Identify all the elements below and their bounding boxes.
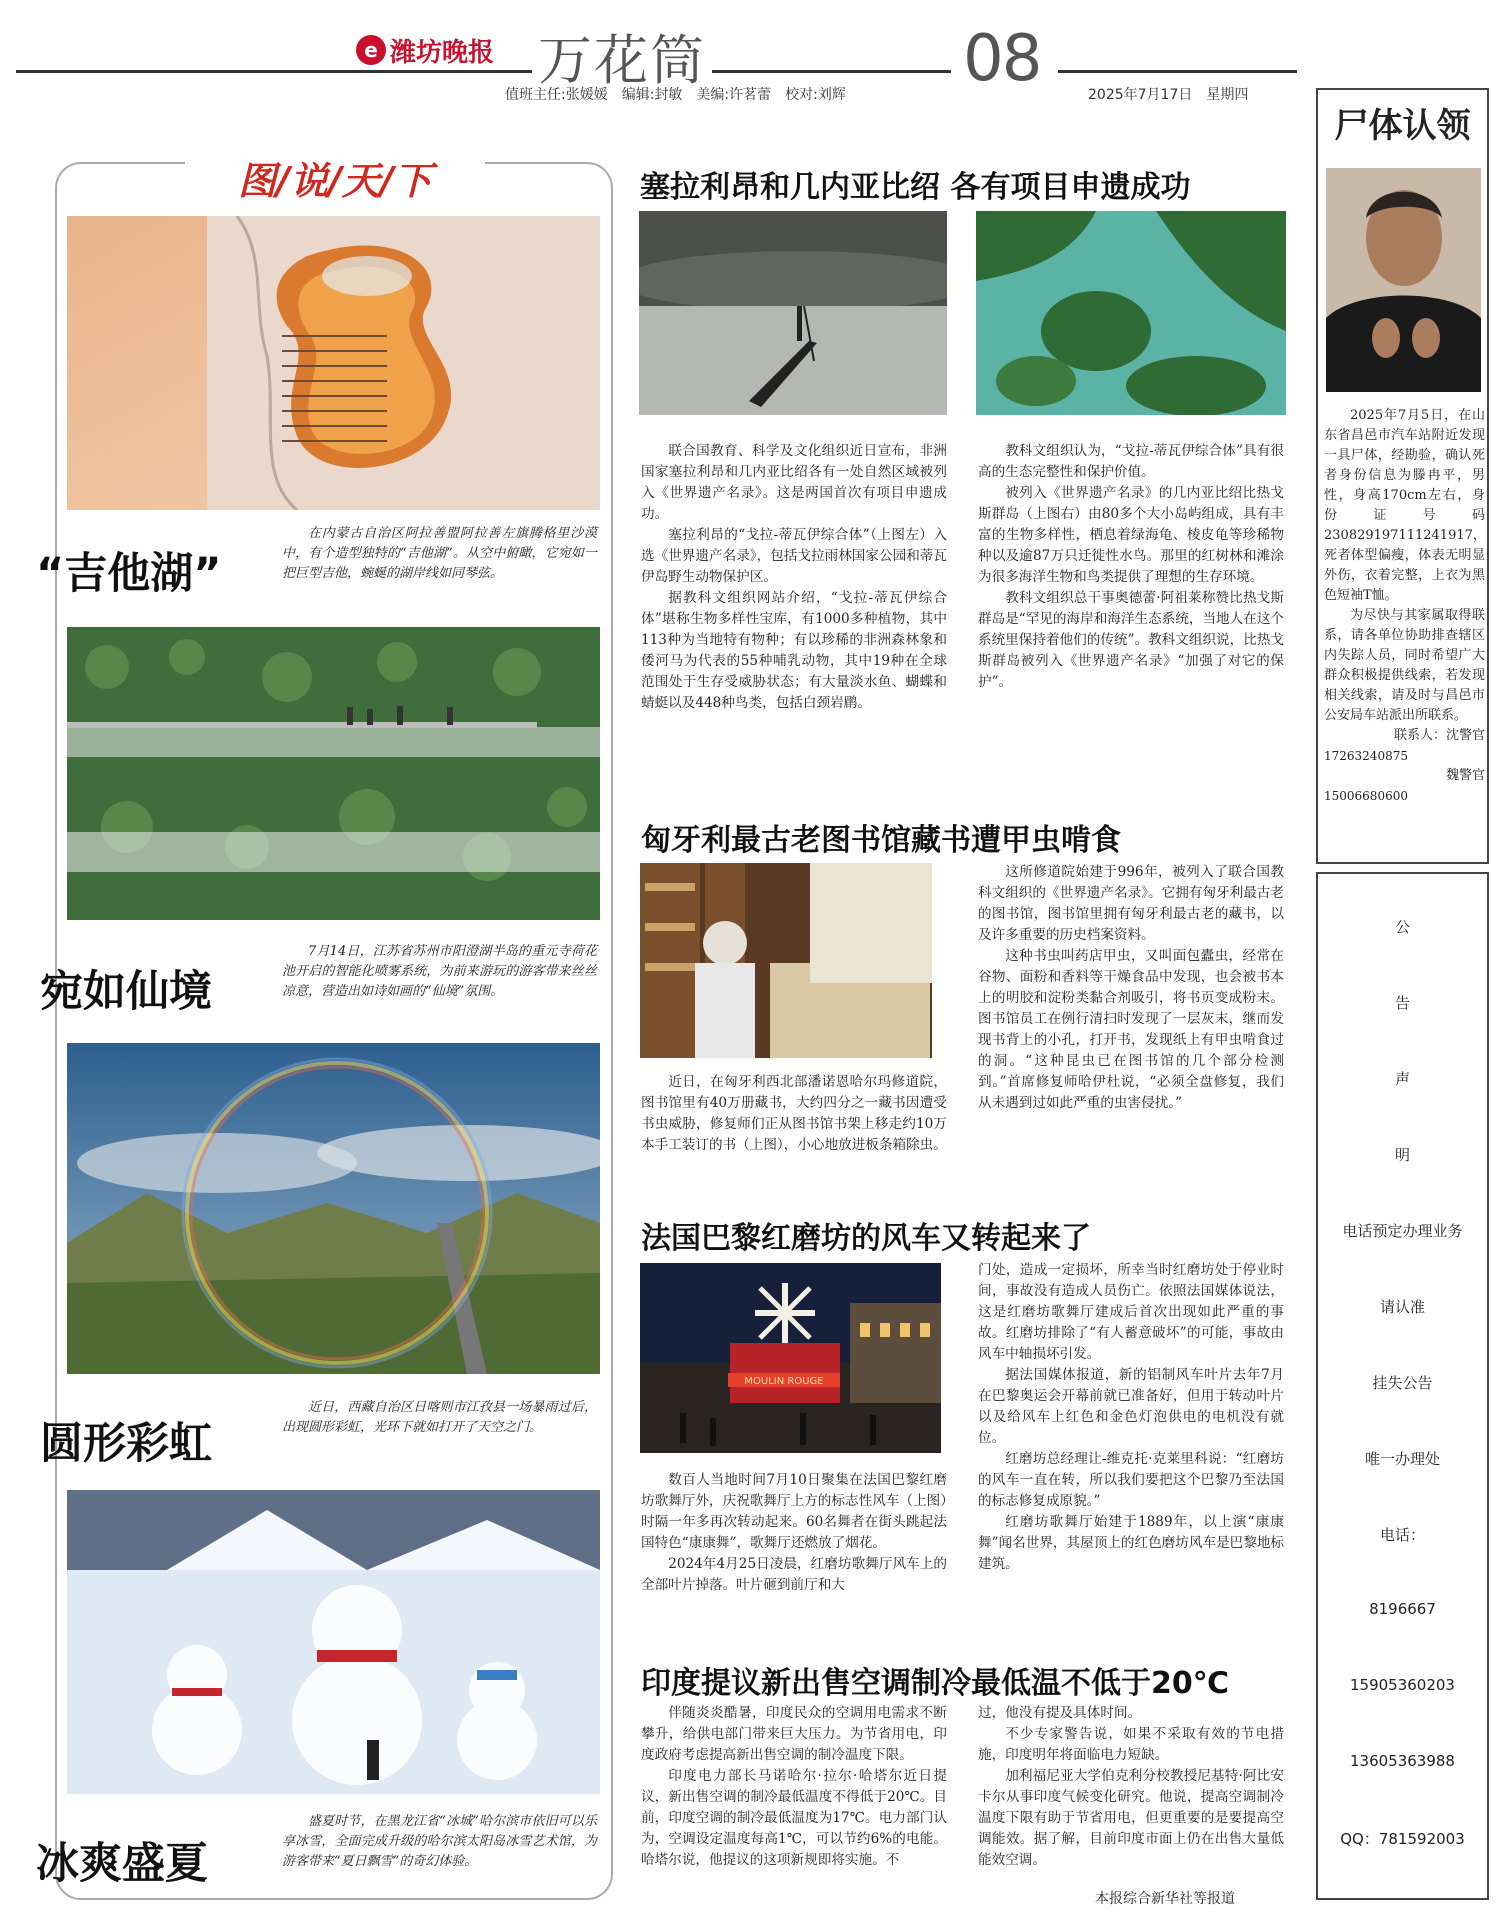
article2-para: 这种书虫叫药店甲虫，又叫面包蠹虫，经常在谷物、面粉和香料等干燥食品中发现，也会被书本上的明胶和淀粉类黏合剂吸引，将书页变成粉末。图书馆员工在例行清扫时发现了一层灰末，继而发现书背上的小孔，打开书，发现纸上有甲虫啃食过的洞。“这种昆虫已在图书馆的几个部分检测到。”首席修复师哈伊杜说，“必须全盘修复，我们从未遇到过如此严重的虫害侵扰。” xyxy=(978,948,1284,1111)
ad-line: 告 xyxy=(1394,994,1410,1012)
ice-hall-title: 冰爽盛夏 xyxy=(36,1839,208,1889)
article1-col1 xyxy=(641,441,947,714)
article3-headline: 法国巴黎红磨坊的风车又转起来了 xyxy=(641,1221,1091,1256)
article3-para: 红磨坊歌舞厅始建于1889年，以上演“康康舞”闻名世界，其屋顶上的红色磨坊风车是巴黎地标建筑。 xyxy=(978,1514,1285,1572)
guitar-lake-caption: 在内蒙古自治区阿拉善盟阿拉善左旗腾格里沙漠中，有个造型独特的“吉他湖”。从空中俯瞰，它宛如一把巨型吉他，蜿蜒的湖岸线如同琴弦。 xyxy=(282,526,597,581)
article1-col2-para: 教科文组织总干事奥德蕾·阿祖莱称赞比热戈斯群岛是“罕见的海岸和海洋生态系统，当地人在这个系统里保持着他们的传统”。教科文组织说，比热戈斯群岛被列入《世界遗产名录》“加强了对它的保护”。 xyxy=(978,590,1285,690)
article3-para: 红磨坊总经理让-维克托·克莱里科说：“红磨坊的风车一直在转，所以我们要把这个巴黎乃至法国的标志修复成原貌。” xyxy=(978,1451,1284,1509)
corpse-notice-para: 为尽快与其家属取得联系，请各单位协助排查辖区内失踪人员，同时希望广大群众积极提供线索，若发现相关线索，请及时与昌邑市公安局车站派出所联系。 xyxy=(1324,608,1485,723)
editor-credits: 值班主任:张媛媛 编辑:封敏 美编:许茗蕾 校对:刘辉 xyxy=(505,87,846,103)
ad-line: 电话预定办理业务 xyxy=(1342,1222,1463,1240)
contact-phone-1: 17263240875 xyxy=(1324,749,1408,763)
lotus-mist-title: 宛如仙境 xyxy=(40,967,212,1017)
bijagos-islands-photo xyxy=(976,211,1286,415)
corpse-notice-para: 2025年7月5日，在山东省昌邑市汽车站附近发现一具尸体，经勘验，确认死者身份信息为滕冉平，男性，身高170cm左右，身份证号码230829197111241917，死者体型偏瘦，体表无明显外伤，衣着完整，上衣为黑色短袖T恤。 xyxy=(1324,408,1486,603)
ad-phone: 13605363988 xyxy=(1350,1752,1455,1770)
deceased-photo xyxy=(1326,168,1481,392)
section-title: 万花筒 xyxy=(532,18,712,95)
article3-para: 门处，造成一定损坏，所幸当时红磨坊处于停业时间，事故没有造成人员伤亡。依照法国媒体说法，这是红磨坊歌舞厅建成后首次出现如此严重的事故。红磨坊排除了“有人蓄意破坏”的可能，事故由风车中轴损坏引发。 xyxy=(978,1262,1284,1362)
guitar-lake-title: “吉他湖” xyxy=(36,549,222,599)
article4-para: 印度电力部长马诺哈尔·拉尔·哈塔尔近日提议，新出售空调的制冷最低温度不得低于20℃。目前，印度空调的制冷最低温度为17℃。电力部门认为，空调设定温度每高1℃，可以节约6%的电能。哈塔尔说，他提议的这项新规即将实施。不 xyxy=(641,1768,947,1868)
article4-para: 不少专家警告说，如果不采取有效的节电措施，印度明年将面临电力短缺。 xyxy=(978,1726,1284,1763)
article4-col2 xyxy=(978,1703,1284,1871)
contact-person-2: 魏警官 xyxy=(1445,768,1485,783)
article3-below-photo xyxy=(641,1470,947,1596)
rainbow-title: 圆形彩虹 xyxy=(40,1419,212,1469)
article1-col1-para: 据教科文组织网站介绍，“戈拉-蒂瓦伊综合体”堪称生物多样性宝库，有1000多种植物，其中113种为当地特有物种；有以珍稀的非洲森林象和倭河马为代表的55种哺乳动物，其中19种在全球范围处于生存受威胁状态；有大量淡水鱼、蝴蝶和蜻蜓以及448种鸟类，包括白颈岩鹛。 xyxy=(641,590,947,711)
ad-phone: 15905360203 xyxy=(1350,1676,1455,1694)
lotus-mist-photo xyxy=(67,627,600,920)
ad-line: 挂失公告 xyxy=(1372,1374,1433,1392)
article3-para: 2024年4月25日凌晨，红磨坊歌舞厅风车上的全部叶片掉落。叶片砸到前厅和大 xyxy=(641,1556,947,1593)
ad-line: 明 xyxy=(1394,1146,1410,1164)
logo-mark-icon: e xyxy=(356,35,386,65)
lotus-mist-caption: 7月14日，江苏省苏州市阳澄湖半岛的重元寺荷花池开启的智能化喷雾系统，为前来游玩的游客带来丝丝凉意，营造出如诗如画的“仙境”氛围。 xyxy=(282,944,597,999)
article3-para: 据法国媒体报道，新的铝制风车叶片去年7月在巴黎奥运会开幕前就已准备好，但用于转动叶片以及给风车上红色和金色灯泡供电的电机没有就位。 xyxy=(978,1367,1284,1446)
notice-service-ad xyxy=(1316,872,1489,1900)
article4-col1 xyxy=(641,1703,947,1871)
page-number: 08 xyxy=(963,22,1041,96)
ad-qq: QQ：78159200​3 xyxy=(1340,1830,1465,1848)
article3-para: 数百人当地时间7月10日聚集在法国巴黎红磨坊歌舞厅外，庆祝歌舞厅上方的标志性风车（上图）时隔一年多再次转动起来。60名舞者在街头跳起法国特色“康康舞”，歌舞厅还燃放了烟花。 xyxy=(641,1472,947,1551)
corpse-notice-body xyxy=(1324,406,1485,806)
article2-below-photo xyxy=(641,1072,947,1156)
moulin-rouge-photo xyxy=(640,1263,941,1453)
article2-para: 这所修道院始建于996年，被列入了联合国教科文组织的《世界遗产名录》。它拥有匈牙利最古老的图书馆，图书馆里拥有匈牙利最古老的藏书，以及许多重要的历史档案资料。 xyxy=(978,864,1284,943)
guitar-lake-photo xyxy=(67,216,600,510)
ad-line: 公 xyxy=(1394,918,1410,936)
article1-headline: 塞拉利昂和几内亚比绍 各有项目申遗成功 xyxy=(640,170,1191,205)
article2-right-col xyxy=(978,862,1284,1114)
header-rule-left xyxy=(16,70,951,73)
ad-line: 声 xyxy=(1394,1070,1410,1088)
ad-line: 电话： xyxy=(1379,1526,1425,1544)
photo-news-banner: 图/说/天/下 xyxy=(185,150,485,196)
article2-headline: 匈牙利最古老图书馆藏书遭甲虫啃食 xyxy=(641,823,1121,858)
issue-date: 2025年7月17日 星期四 xyxy=(1088,87,1249,103)
contact-person-1: 联系人：沈警官 xyxy=(1393,728,1485,743)
article2-para: 近日，在匈牙利西北部潘诺恩哈尔玛修道院，图书馆里有40万册藏书，大约四分之一藏书因遭受书虫威胁，修复师们正从图书馆书架上移走约10万本手工装订的书（上图），小心地放进板条箱除虫。 xyxy=(641,1074,947,1153)
contact-phone-2: 15006680600 xyxy=(1324,789,1408,803)
rainbow-photo xyxy=(67,1043,600,1374)
moulin-rouge-sign: MOULIN ROUGE xyxy=(744,1376,824,1387)
paper-name: 潍坊晚报 xyxy=(390,37,495,68)
ice-hall-photo xyxy=(67,1490,600,1794)
ad-line: 唯一办理处 xyxy=(1364,1450,1440,1468)
paper-logo xyxy=(352,30,532,70)
article1-col1-para: 联合国教育、科学及文化组织近日宣布，非洲国家塞拉利昂和几内亚比绍各有一处自然区域被列入《世界遗产名录》。这是两国首次有项目申遗成功。 xyxy=(641,443,947,522)
article4-para: 过，他没有提及具体时间。 xyxy=(978,1705,1142,1721)
article1-col1-para: 塞拉利昂的“戈拉-蒂瓦伊综合体”（上图左）入选《世界遗产名录》，包括戈拉雨林国家公园和蒂瓦伊岛野生动物保护区。 xyxy=(641,527,947,585)
ad-phone: 8196667 xyxy=(1369,1600,1436,1618)
article4-para: 伴随炎炎酷暑，印度民众的空调用电需求不断攀升，给供电部门带来巨大压力。为节省用电，印度政府考虑提高新出售空调的制冷温度下限。 xyxy=(641,1705,947,1763)
library-restorer-photo xyxy=(640,863,932,1058)
article4-para: 加利福尼亚大学伯克利分校教授尼基特·阿比安卡尔从事印度气候变化研究。他说，提高空调制冷温度下限有助于节省用电，但更重要的是要提高空调能效。据了解，目前印度市面上仍在出售大量低能效空调。 xyxy=(978,1768,1284,1868)
article1-col2-para: 被列入《世界遗产名录》的几内亚比绍比热戈斯群岛（上图右）由80多个大小岛屿组成，具有丰富的生物多样性，栖息着绿海龟、棱皮龟等珍稀物种以及逾87万只迁徙性水鸟。那里的红树林和滩涂为很多海洋生物和鸟类提供了理想的生存环境。 xyxy=(978,485,1284,585)
article4-source: 本报综合新华社等报道 xyxy=(1095,1891,1235,1907)
rainbow-caption: 近日，西藏自治区日喀则市江孜县一场暴雨过后，出现圆形彩虹，光环下就如打开了天空之门。 xyxy=(282,1400,597,1435)
corpse-notice-title: 尸体认领 xyxy=(1334,106,1471,146)
ice-hall-caption: 盛夏时节，在黑龙江省“冰城”哈尔滨市依旧可以乐享冰雪，全面完成升级的哈尔滨太阳岛冰雪艺术馆，为游客带来“夏日飘雪”的奇幻体验。 xyxy=(282,1814,597,1869)
header-rule-right xyxy=(1058,70,1297,73)
article3-right-col xyxy=(978,1260,1284,1575)
corpse-notice-box xyxy=(1316,88,1489,864)
article1-col2 xyxy=(978,441,1284,693)
gola-canoe-photo xyxy=(639,211,947,415)
article1-col2-para: 教科文组织认为，“戈拉-蒂瓦伊综合体”具有很高的生态完整性和保护价值。 xyxy=(978,443,1284,480)
article4-headline: 印度提议新出售空调制冷最低温不低于20℃ xyxy=(641,1666,1230,1701)
ad-line: 请认准 xyxy=(1379,1298,1425,1316)
